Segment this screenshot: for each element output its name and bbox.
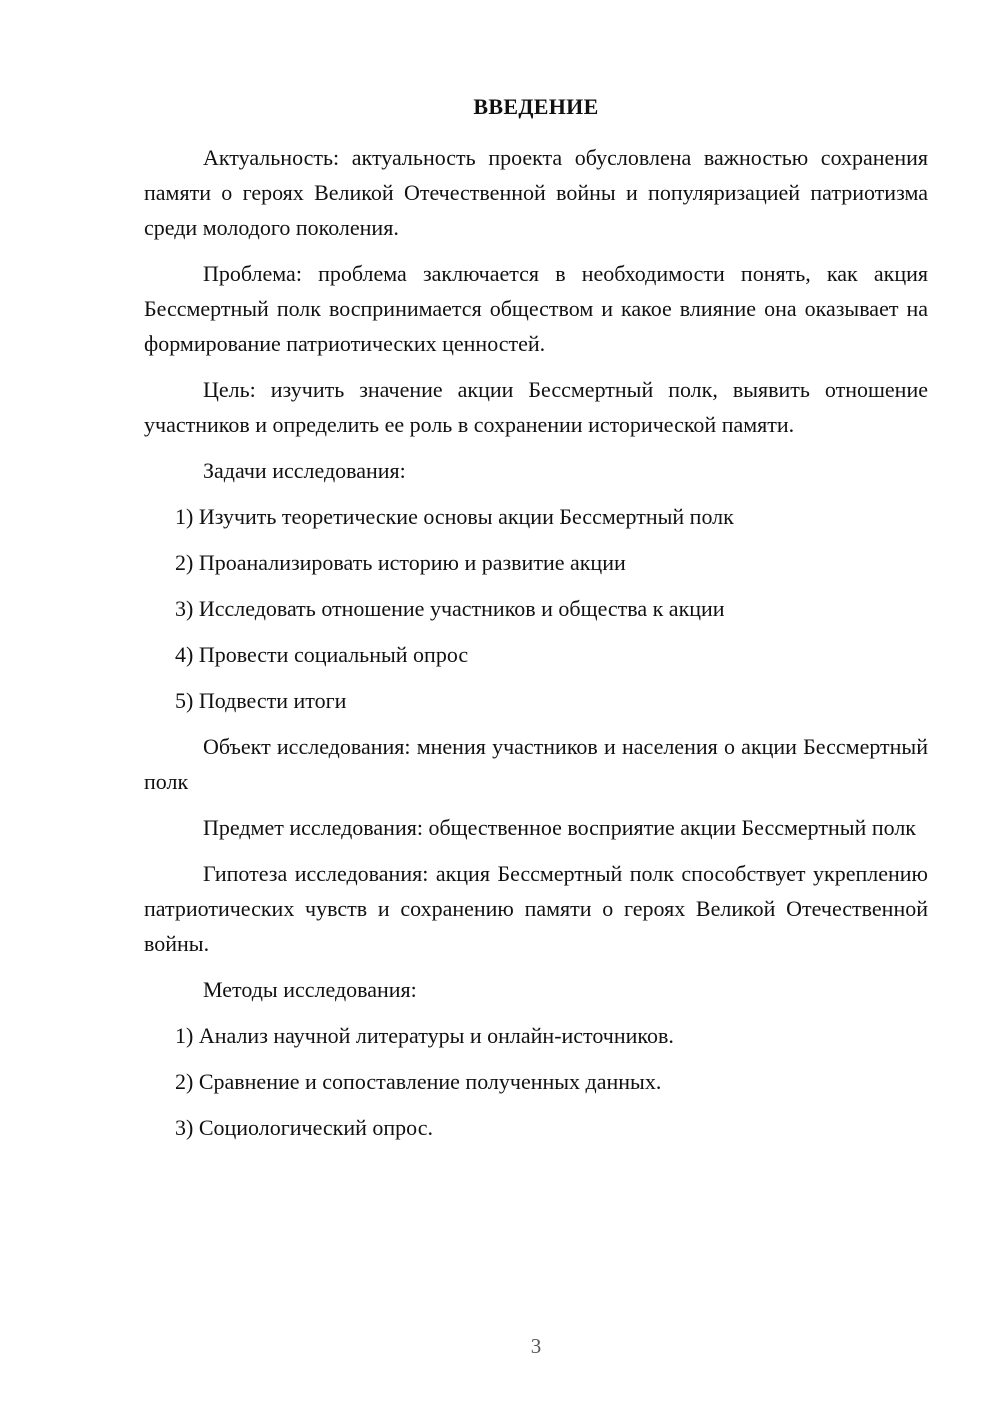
task-item: 4) Провести социальный опрос	[175, 642, 469, 667]
document-body	[144, 140, 928, 1156]
subject-paragraph: Предмет исследования: общественное восприятие акции Бессмертный полк	[203, 815, 916, 840]
methods-heading: Методы исследования:	[203, 977, 417, 1002]
problem-paragraph: Проблема: проблема заключается в необходимости понять, как акция Бессмертный полк воспринимается обществом и какое влияние она оказывает на формирование патриотических ценностей.	[144, 261, 928, 356]
relevance-paragraph: Актуальность: актуальность проекта обусловлена важностью сохранения памяти о героях Великой Отечественной войны и популяризацией патриотизма среди молодого поколения.	[144, 145, 928, 240]
methods-list	[144, 1018, 928, 1145]
task-item: 2) Проанализировать историю и развитие акции	[175, 550, 626, 575]
object-paragraph: Объект исследования: мнения участников и населения о акции Бессмертный полк	[144, 734, 928, 794]
task-item: 3) Исследовать отношение участников и общества к акции	[175, 596, 725, 621]
goal-paragraph: Цель: изучить значение акции Бессмертный полк, выявить отношение участников и определить ее роль в сохранении исторической памяти.	[144, 377, 928, 437]
tasks-list	[144, 499, 928, 718]
method-item: 3) Социологический опрос.	[175, 1115, 433, 1140]
page-title: ВВЕДЕНИЕ	[473, 94, 599, 119]
task-item: 5) Подвести итоги	[175, 688, 347, 713]
task-item: 1) Изучить теоретические основы акции Бессмертный полк	[175, 504, 734, 529]
hypothesis-paragraph: Гипотеза исследования: акция Бессмертный полк способствует укреплению патриотических чувств и сохранению памяти о героях Великой Отечественной войны.	[144, 861, 928, 956]
page-number: 3	[530, 1334, 542, 1358]
method-item: 2) Сравнение и сопоставление полученных данных.	[175, 1069, 662, 1094]
method-item: 1) Анализ научной литературы и онлайн-источников.	[175, 1023, 674, 1048]
tasks-heading: Задачи исследования:	[203, 458, 406, 483]
